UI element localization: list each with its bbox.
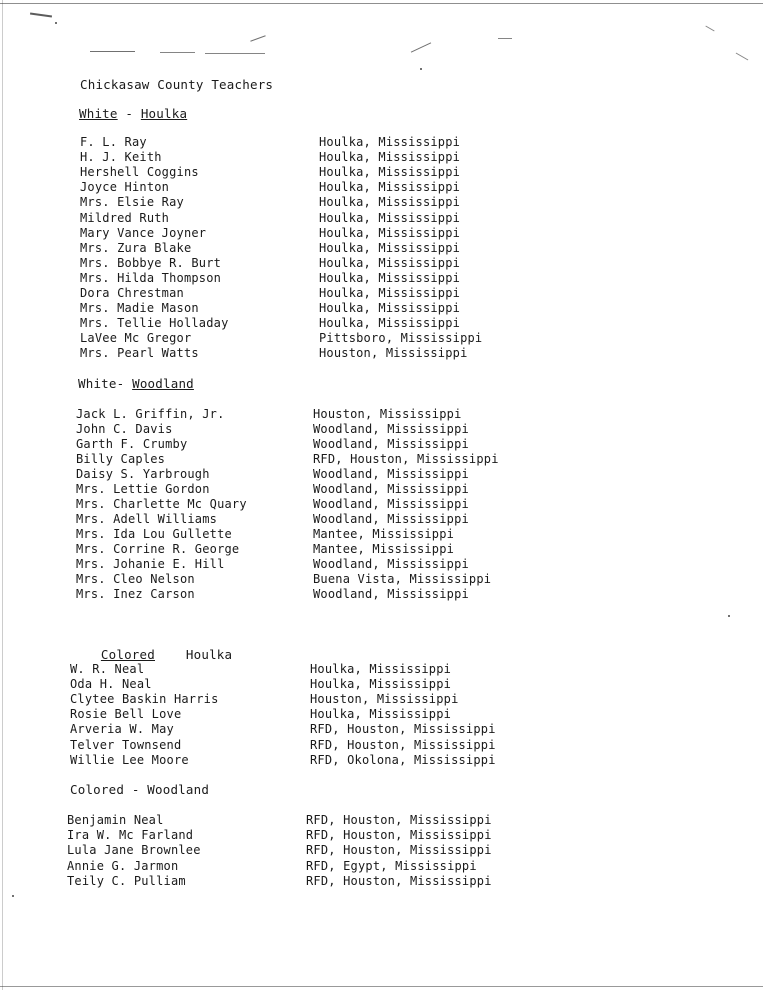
teacher-name: Mrs. Inez Carson [76,587,195,601]
teacher-row [0,301,763,316]
teacher-name: Hershell Coggins [80,165,199,180]
scan-mark [250,35,265,41]
scan-speck [420,68,422,70]
teacher-name: Oda H. Neal [70,677,152,692]
teacher-row [0,346,763,361]
teacher-row [0,271,763,286]
teacher-name: Mrs. Adell Williams [76,512,218,526]
teacher-row [0,241,763,256]
teacher-name: Teily C. Pulliam [67,873,186,888]
scan-mark [90,51,135,52]
teacher-location: Houlka, Mississippi [319,301,461,316]
teacher-row [0,150,763,165]
section-heading-separator: - [116,376,133,391]
scan-speck [55,22,57,24]
teacher-row [0,135,763,150]
scan-mark [498,38,512,39]
teacher-name: Dora Chrestman [80,286,184,300]
section-heading-separator: - [124,782,148,797]
teacher-row [0,316,763,331]
teacher-row [0,677,763,692]
teacher-name: Willie Lee Moore [70,752,189,767]
teacher-row [0,753,763,768]
teacher-name: Garth F. Crumby [76,437,188,451]
teacher-row [0,707,763,722]
teacher-row [0,828,763,843]
teacher-row [0,211,763,226]
section-heading-group: Colored [100,647,155,662]
scan-mark [705,26,714,32]
teacher-location: RFD, Houston, Mississippi [310,722,496,737]
section-heading-school: Houlka [140,106,188,121]
teacher-row [0,437,763,452]
section-heading-school: Woodland [147,782,210,797]
scan-mark [736,53,749,61]
section-heading-school: Woodland [132,376,194,391]
teacher-name: Billy Caples [76,452,166,466]
teacher-location: RFD, Houston, Mississippi [310,737,496,752]
teacher-location: Houston, Mississippi [319,346,468,361]
teacher-name: Mrs. Elsie Ray [80,195,184,210]
teacher-name: Benjamin Neal [67,813,164,827]
teacher-row [0,331,763,346]
teacher-row [0,722,763,737]
scan-mark [30,12,52,17]
teacher-name: Mrs. Tellie Holladay [80,316,229,331]
teacher-name: Mildred Ruth [80,210,170,225]
teacher-location: Woodland, Mississippi [313,437,469,451]
teacher-location: Mantee, Mississippi [313,542,455,556]
teacher-name: Mrs. Cleo Nelson [76,572,195,586]
teacher-location: RFD, Houston, Mississippi [313,452,499,466]
teacher-row [0,527,763,542]
section-heading [79,106,187,121]
teacher-name: Annie G. Jarmon [67,858,179,873]
teacher-row [0,407,763,422]
section-heading-school: Houlka [185,647,233,662]
teacher-location: Woodland, Mississippi [313,512,469,526]
teacher-row [0,874,763,889]
teacher-location: Houlka, Mississippi [319,286,461,300]
teacher-row [0,813,763,828]
teacher-name: Rosie Bell Love [70,707,182,722]
teacher-row [0,226,763,241]
teacher-location: Houlka, Mississippi [319,195,461,210]
teacher-location: Woodland, Mississippi [313,557,469,571]
teacher-name: Telver Townsend [70,737,182,752]
teacher-name: John C. Davis [76,422,173,436]
teacher-location: Houlka, Mississippi [319,225,461,240]
teacher-row [0,422,763,437]
teacher-location: Houlka, Mississippi [319,316,461,331]
section-heading-group: Colored [70,782,125,797]
teacher-name: Mrs. Madie Mason [80,301,199,316]
teacher-name: W. R. Neal [70,662,145,676]
teacher-location: Woodland, Mississippi [313,482,469,496]
scan-mark [205,53,265,54]
document-title: Chickasaw County Teachers [80,77,274,92]
teacher-name: Ira W. Mc Farland [67,828,194,843]
teacher-row [0,859,763,874]
scan-mark [160,52,195,53]
teacher-location: Houlka, Mississippi [319,180,461,195]
teacher-location: RFD, Egypt, Mississippi [306,858,477,873]
teacher-name: Daisy S. Yarbrough [76,467,210,481]
teacher-location: Mantee, Mississippi [313,527,455,541]
teacher-name: Mrs. Ida Lou Gullette [76,527,232,541]
teacher-location: Houston, Mississippi [310,692,459,707]
teacher-row [0,467,763,482]
teacher-row [0,497,763,512]
teacher-row [0,843,763,858]
section-heading-separator: - [117,106,141,121]
teacher-row [0,692,763,707]
teacher-location: Buena Vista, Mississippi [313,572,492,586]
teacher-location: Houlka, Mississippi [319,165,461,180]
teacher-location: Pittsboro, Mississippi [319,331,483,346]
scan-mark [411,42,431,52]
teacher-name: Joyce Hinton [80,180,170,195]
teacher-name: Mrs. Hilda Thompson [80,270,222,285]
teacher-location: Houlka, Mississippi [319,255,461,270]
teacher-name: Mrs. Johanie E. Hill [76,557,225,571]
teacher-row [0,165,763,180]
teacher-row [0,738,763,753]
teacher-name: Lula Jane Brownlee [67,843,201,858]
teacher-location: Houlka, Mississippi [310,707,452,722]
scan-top-edge [0,3,763,4]
scan-speck [728,615,730,617]
teacher-name: H. J. Keith [80,150,162,165]
teacher-location: Houlka, Mississippi [310,662,452,676]
teacher-location: Houston, Mississippi [313,407,462,421]
teacher-location: Woodland, Mississippi [313,587,469,601]
teacher-location: RFD, Houston, Mississippi [306,828,492,843]
teacher-location: RFD, Houston, Mississippi [306,813,492,827]
section-heading-group: White [79,106,118,121]
teacher-location: Houlka, Mississippi [319,210,461,225]
teacher-name: Mary Vance Joyner [80,225,207,240]
teacher-row [0,180,763,195]
teacher-name: Jack L. Griffin, Jr. [76,407,225,421]
teacher-row [0,557,763,572]
section-heading-group: White [78,376,117,391]
teacher-location: RFD, Okolona, Mississippi [310,752,496,767]
teacher-row [0,572,763,587]
teacher-location: Woodland, Mississippi [313,497,469,511]
teacher-row [0,195,763,210]
teacher-name: Mrs. Pearl Watts [80,346,199,361]
teacher-location: RFD, Houston, Mississippi [306,843,492,858]
teacher-name: LaVee Mc Gregor [80,331,192,346]
teacher-name: Mrs. Bobbye R. Burt [80,255,222,270]
teacher-location: RFD, Houston, Mississippi [306,873,492,888]
teacher-location: Houlka, Mississippi [319,240,461,255]
teacher-name: Mrs. Zura Blake [80,240,192,255]
scan-speck [12,895,14,897]
teacher-row [0,256,763,271]
teacher-row [0,542,763,557]
teacher-location: Houlka, Mississippi [319,270,461,285]
teacher-name: Mrs. Charlette Mc Quary [76,497,247,511]
teacher-location: Houlka, Mississippi [319,150,461,165]
teacher-row [0,482,763,497]
scan-bottom-edge [0,986,763,987]
teacher-name: F. L. Ray [80,135,147,149]
teacher-name: Clytee Baskin Harris [70,692,219,707]
teacher-name: Arveria W. May [70,722,174,737]
teacher-location: Houlka, Mississippi [319,135,461,149]
teacher-location: Woodland, Mississippi [313,467,469,481]
section-heading-separator [155,647,186,662]
teacher-row [0,512,763,527]
section-heading [70,782,209,797]
teacher-row [0,286,763,301]
teacher-row [0,587,763,602]
teacher-name: Mrs. Lettie Gordon [76,482,210,496]
teacher-location: Houlka, Mississippi [310,677,452,692]
teacher-row [0,662,763,677]
section-heading [78,376,194,391]
teacher-name: Mrs. Corrine R. George [76,542,240,556]
teacher-row [0,452,763,467]
teacher-location: Woodland, Mississippi [313,422,469,436]
